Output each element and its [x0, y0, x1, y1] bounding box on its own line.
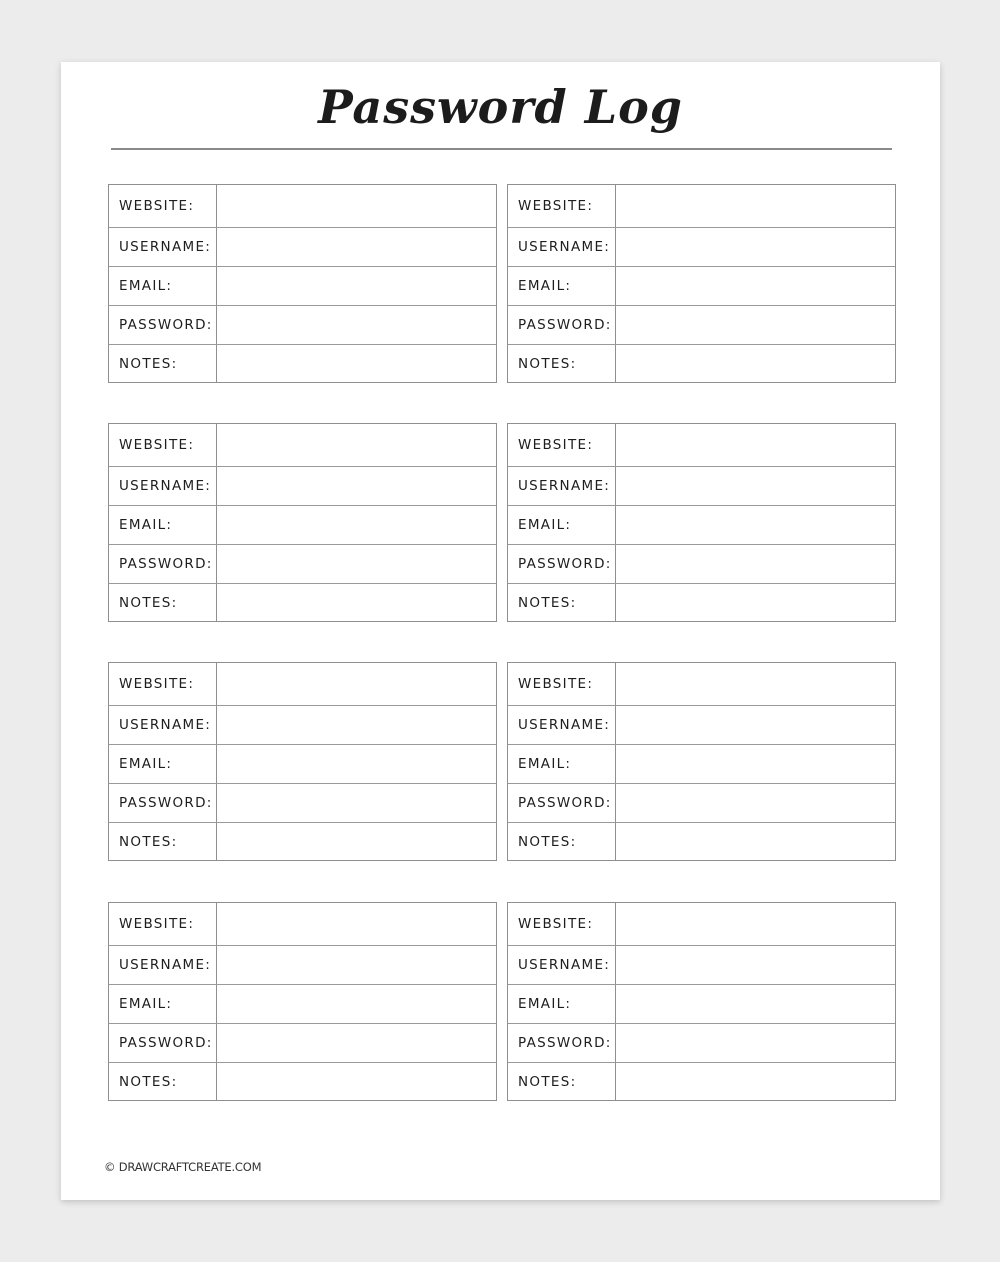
- username-field[interactable]: [616, 228, 895, 266]
- email-field[interactable]: [217, 506, 496, 544]
- entry-row-website: [109, 903, 496, 945]
- notes-field[interactable]: [616, 584, 895, 621]
- username-field[interactable]: [616, 946, 895, 984]
- username-label: USERNAME:: [508, 467, 616, 505]
- website-label: WEBSITE:: [109, 424, 217, 466]
- website-label: WEBSITE:: [508, 903, 616, 945]
- username-field[interactable]: [616, 467, 895, 505]
- email-label: EMAIL:: [508, 506, 616, 544]
- website-field[interactable]: [217, 663, 496, 705]
- entry-row-username: [109, 227, 496, 266]
- website-field[interactable]: [616, 424, 895, 466]
- entry-row-username: [508, 945, 895, 984]
- website-field[interactable]: [217, 185, 496, 227]
- website-field[interactable]: [616, 185, 895, 227]
- website-label: WEBSITE:: [109, 185, 217, 227]
- entry-row-email: [109, 984, 496, 1023]
- website-field[interactable]: [616, 663, 895, 705]
- entry-row-password: [508, 305, 895, 344]
- entry-row-notes: [109, 1062, 496, 1100]
- username-label: USERNAME:: [109, 228, 217, 266]
- username-field[interactable]: [217, 706, 496, 744]
- entry-row-email: [508, 505, 895, 544]
- notes-label: NOTES:: [109, 823, 217, 860]
- email-field[interactable]: [616, 506, 895, 544]
- notes-label: NOTES:: [109, 584, 217, 621]
- entry-row-username: [109, 945, 496, 984]
- password-label: PASSWORD:: [508, 545, 616, 583]
- password-entry-card: [108, 662, 497, 861]
- entry-row-password: [109, 1023, 496, 1062]
- entry-row-notes: [109, 344, 496, 382]
- password-entry-card: [507, 423, 896, 622]
- website-label: WEBSITE:: [508, 185, 616, 227]
- notes-label: NOTES:: [508, 1063, 616, 1100]
- entry-row-website: [109, 663, 496, 705]
- entry-row-username: [508, 227, 895, 266]
- password-field[interactable]: [616, 1024, 895, 1062]
- username-field[interactable]: [217, 467, 496, 505]
- username-label: USERNAME:: [508, 228, 616, 266]
- email-field[interactable]: [217, 985, 496, 1023]
- entry-row-website: [508, 424, 895, 466]
- entry-row-password: [109, 544, 496, 583]
- password-label: PASSWORD:: [109, 306, 217, 344]
- website-label: WEBSITE:: [508, 424, 616, 466]
- notes-field[interactable]: [616, 345, 895, 382]
- website-label: WEBSITE:: [109, 903, 217, 945]
- notes-label: NOTES:: [109, 1063, 217, 1100]
- entry-row-website: [109, 424, 496, 466]
- entry-row-username: [109, 466, 496, 505]
- password-field[interactable]: [217, 784, 496, 822]
- entry-row-username: [508, 466, 895, 505]
- email-field[interactable]: [217, 267, 496, 305]
- username-label: USERNAME:: [109, 706, 217, 744]
- password-field[interactable]: [616, 545, 895, 583]
- password-label: PASSWORD:: [508, 784, 616, 822]
- entry-row-email: [109, 266, 496, 305]
- entry-row-email: [109, 744, 496, 783]
- username-label: USERNAME:: [508, 946, 616, 984]
- password-field[interactable]: [217, 545, 496, 583]
- entry-row-email: [508, 744, 895, 783]
- password-entry-card: [507, 184, 896, 383]
- password-entry-card: [507, 902, 896, 1101]
- email-label: EMAIL:: [109, 506, 217, 544]
- email-label: EMAIL:: [508, 745, 616, 783]
- website-field[interactable]: [217, 903, 496, 945]
- notes-label: NOTES:: [109, 345, 217, 382]
- password-label: PASSWORD:: [508, 1024, 616, 1062]
- entry-row-website: [109, 185, 496, 227]
- username-field[interactable]: [217, 946, 496, 984]
- password-field[interactable]: [217, 1024, 496, 1062]
- username-field[interactable]: [616, 706, 895, 744]
- username-label: USERNAME:: [508, 706, 616, 744]
- email-label: EMAIL:: [109, 745, 217, 783]
- password-label: PASSWORD:: [109, 545, 217, 583]
- email-field[interactable]: [616, 267, 895, 305]
- document-page: [61, 62, 940, 1200]
- entry-row-website: [508, 903, 895, 945]
- entry-row-notes: [508, 583, 895, 621]
- entry-row-notes: [508, 822, 895, 860]
- website-field[interactable]: [616, 903, 895, 945]
- entry-row-email: [109, 505, 496, 544]
- notes-field[interactable]: [217, 1063, 496, 1100]
- password-entry-card: [108, 423, 497, 622]
- password-field[interactable]: [616, 784, 895, 822]
- username-label: USERNAME:: [109, 946, 217, 984]
- email-label: EMAIL:: [508, 267, 616, 305]
- entry-row-website: [508, 663, 895, 705]
- notes-field[interactable]: [217, 345, 496, 382]
- entry-row-username: [508, 705, 895, 744]
- password-field[interactable]: [616, 306, 895, 344]
- entry-row-email: [508, 984, 895, 1023]
- notes-field[interactable]: [217, 584, 496, 621]
- username-field[interactable]: [217, 228, 496, 266]
- email-field[interactable]: [616, 985, 895, 1023]
- page-title: Password Log: [318, 80, 683, 134]
- copyright-footer: © DRAWCRAFTCREATE.COM: [104, 1160, 262, 1174]
- notes-label: NOTES:: [508, 584, 616, 621]
- entry-row-password: [508, 544, 895, 583]
- entry-row-password: [109, 783, 496, 822]
- entry-row-username: [109, 705, 496, 744]
- website-label: WEBSITE:: [109, 663, 217, 705]
- title-divider: [111, 148, 892, 150]
- entry-row-notes: [508, 1062, 895, 1100]
- password-entry-card: [507, 662, 896, 861]
- notes-field[interactable]: [217, 823, 496, 860]
- website-label: WEBSITE:: [508, 663, 616, 705]
- password-field[interactable]: [217, 306, 496, 344]
- entry-row-notes: [109, 822, 496, 860]
- email-field[interactable]: [616, 745, 895, 783]
- website-field[interactable]: [217, 424, 496, 466]
- email-field[interactable]: [217, 745, 496, 783]
- notes-label: NOTES:: [508, 345, 616, 382]
- entry-row-website: [508, 185, 895, 227]
- notes-label: NOTES:: [508, 823, 616, 860]
- password-label: PASSWORD:: [109, 784, 217, 822]
- password-entry-card: [108, 902, 497, 1101]
- notes-field[interactable]: [616, 1063, 895, 1100]
- email-label: EMAIL:: [508, 985, 616, 1023]
- entry-row-notes: [109, 583, 496, 621]
- entry-row-notes: [508, 344, 895, 382]
- password-entry-card: [108, 184, 497, 383]
- password-label: PASSWORD:: [109, 1024, 217, 1062]
- notes-field[interactable]: [616, 823, 895, 860]
- entry-row-email: [508, 266, 895, 305]
- entry-row-password: [508, 783, 895, 822]
- entry-row-password: [508, 1023, 895, 1062]
- password-label: PASSWORD:: [508, 306, 616, 344]
- email-label: EMAIL:: [109, 267, 217, 305]
- username-label: USERNAME:: [109, 467, 217, 505]
- entry-row-password: [109, 305, 496, 344]
- email-label: EMAIL:: [109, 985, 217, 1023]
